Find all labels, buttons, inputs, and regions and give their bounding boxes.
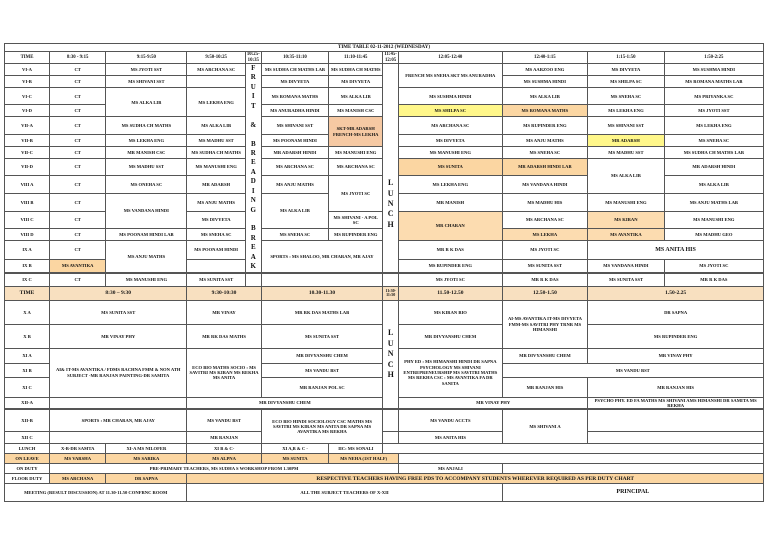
cell: MS ANITA HIS [399, 432, 503, 444]
cell: MS ARCHANA SC [187, 64, 246, 76]
cell: MS MADHU SST [187, 134, 246, 146]
cell: MS SHIVANI SST [261, 117, 329, 134]
cell: MR ADARSH HINDI [261, 146, 329, 158]
header-cell: 9:50-10:25 [187, 52, 246, 64]
cell: MS PRIYANKA SC [664, 88, 763, 105]
cell: RESPECTIVE TEACHERS HAVING FREE PDS TO ACCOMPANY STUDENTS WHEREVER REQUIRED AS PER DUTY CHART [187, 474, 764, 484]
break-letter: U [250, 82, 256, 91]
header-cell: 1.50-2.25 [588, 286, 764, 300]
cell: MS SUNITA [261, 454, 329, 464]
cell: AI-MS AVANTIKA IT-MS DIVYETA FMM-MS SAVITRI PHY TRNR MS HIMANSHI [502, 300, 588, 348]
cell: MS LEKHA [502, 229, 588, 241]
cell: MS SUDHA CH MATHS [329, 64, 383, 76]
cell: MS SNEHA SC [588, 88, 665, 105]
cell: MS MANUSHI ENG [329, 146, 383, 158]
break-letter: A [250, 167, 256, 176]
class-label: VI-B [5, 76, 50, 88]
header-cell: 1:15-1:50 [588, 52, 665, 64]
cell: MS SNEHA SC [261, 229, 329, 241]
class-label: XII-A [5, 397, 50, 409]
lunch-letter: N [387, 349, 394, 359]
cell: AI& IT-MS AVANTIKA / FDMS RACHNA FMM & NON ATH SUBJECT -MR RANJAN PAINTING-DR SAMITA [50, 348, 187, 397]
break-letter: B [250, 224, 256, 233]
cell: MS VANDU BST [261, 363, 383, 377]
header-cell: TIME [5, 286, 50, 300]
lunch-letter: U [387, 188, 394, 198]
cell: MS RUPINDER ENG [588, 324, 764, 348]
cell: MS MANUSHI ENG [187, 158, 246, 175]
cell: CT [50, 134, 106, 146]
cell [245, 273, 261, 286]
cell: MS JYOTI SST [664, 105, 763, 117]
table-row [5, 273, 764, 286]
cell: IIC: MS SONALI [329, 444, 383, 454]
cell: MS SHILPA SC [398, 105, 502, 117]
break-letter: R [250, 148, 256, 157]
table-row [5, 300, 764, 324]
class-label: VII-C [5, 146, 50, 158]
cell: MS RUPINDER ENG [502, 117, 588, 134]
cell: MR ADARSH [588, 134, 665, 146]
cell: MS LEKHA ENG [187, 88, 246, 117]
class-label: XI B [5, 363, 50, 377]
class-label: VIII A [5, 176, 50, 193]
cell: MR RANJAN HIS [502, 377, 588, 397]
cell: MS ALKA LIB [502, 88, 588, 105]
cell: MS DIVYETA [329, 76, 383, 88]
cell: MS SUNITA SST [588, 273, 665, 286]
class-label: X B [5, 324, 50, 348]
cell [187, 76, 246, 88]
timetable-lower [4, 273, 764, 410]
cell: CT [50, 211, 106, 228]
header-cell: 11.50-12.50 [399, 286, 503, 300]
header-cell: 9:30-10:30 [187, 286, 261, 300]
header-cell: 11:30-11:50 [383, 286, 399, 300]
cell: X-B-DR SAMTA [50, 444, 106, 454]
cell: MR CHARAN [398, 211, 502, 240]
row-label: ON LEAVE [5, 454, 50, 464]
break-letter: E [250, 243, 256, 252]
cell: MS ALKA LIB [329, 88, 383, 105]
cell: MS VANDANA HINDI [502, 176, 588, 193]
class-label: IX B [5, 259, 50, 272]
class-label: VI-D [5, 105, 50, 117]
cell: MS RUPINDER ENG [398, 259, 502, 272]
cell [50, 397, 187, 409]
header-cell: 12:05-12:40 [398, 52, 502, 64]
cell: MS ANURADHA HINDI [261, 105, 329, 117]
cell: MS NEHA (1ST HALF) [329, 454, 399, 464]
cell: MS AVANTIKA [50, 259, 106, 272]
break-letter: & [250, 120, 257, 129]
header-cell: 10:35-11:10 [261, 52, 329, 64]
class-label: IX A [5, 241, 50, 259]
cell: MS VANDU ACCTS [399, 410, 503, 432]
cell [399, 454, 764, 464]
cell: MS MADHU HIS [502, 193, 588, 211]
cell: MS SHIVANI SST [588, 117, 665, 134]
break-letter: F [251, 64, 256, 73]
lunch-letter: H [387, 370, 394, 380]
cell: MR RK DAS MATHS LAB [261, 300, 383, 324]
break-letter: I [251, 92, 255, 101]
cell [502, 464, 763, 474]
cell: MS VANDU BST [502, 363, 763, 377]
cell: PHY ED : MS HIMANSHI HINDI DR SAPNA PSYCHOLOGY MS SHIVANI ENTREPRENEURSHIP MS SAVITRI MATHS MS REKHA CSC : MS AVANTIKA FA DR SANITA [399, 348, 503, 397]
lunch-column-senior [383, 300, 399, 409]
cell: MS ROMANA MATHS [261, 88, 329, 105]
cell: CT [50, 273, 106, 286]
cell: MS JYOTI SST [106, 64, 187, 76]
header-cell: 8:30 – 9:30 [50, 286, 187, 300]
cell: MR MANISH CSC [106, 146, 187, 158]
cell [383, 410, 399, 432]
header-cell: 9:15-9:50 [106, 52, 187, 64]
cell: MR RANJAN HIS [588, 377, 764, 397]
cell: MS SUDHA CH MATHS LAB [664, 146, 763, 158]
cell: PRE-PRIMARY TEACHERS, MS SUDHA S WORKSHOP FROM 1.30PM [50, 464, 399, 474]
cell: MS ANJU MATHS [261, 176, 329, 193]
class-label: IX C [5, 273, 50, 286]
break-letter: K [250, 262, 256, 271]
break-letter: R [250, 233, 256, 242]
cell: XI A,B & C - [261, 444, 329, 454]
cell: MS AARZOO ENG [502, 64, 588, 76]
break-letter: R [250, 73, 256, 82]
cell: MS ANJU MATHS [187, 193, 246, 211]
cell: MS SUSHMA HINDI [502, 76, 588, 88]
cell: MR VINAY PHY [588, 348, 764, 363]
cell: MS ANJU MATHS LAB [664, 193, 763, 211]
header-row [5, 52, 764, 64]
cell: DR SAPNA [106, 474, 187, 484]
cell [383, 273, 399, 286]
lunch-letter: C [387, 359, 394, 369]
lunch-letter: N [387, 199, 394, 209]
lunch-letter: L [387, 178, 394, 188]
cell: MS SHIVANI A [502, 410, 588, 444]
cell: MR VINAY PHY [399, 397, 588, 409]
row-label: FLOOR DUTY [5, 474, 50, 484]
timetable-upper [4, 43, 764, 273]
cell: SKT-MR ADARSH FRENCH-MS LEKHA [329, 117, 383, 146]
cell [187, 259, 246, 272]
cell: MS MADHU GEO [664, 229, 763, 241]
cell: MS ARCHANA [50, 474, 106, 484]
cell: MR RANJAN POL SC [261, 377, 383, 397]
cell: MS LEKHA ENG [588, 105, 665, 117]
cell: MR DIVYANSHU CHEM [399, 324, 503, 348]
cell: MS ARCHANA SC [398, 117, 502, 134]
cell: MS VANDU BST [187, 410, 261, 432]
class-label: VIII B [5, 193, 50, 211]
cell: MS JYOTI SC [399, 273, 503, 286]
class-label: XI C [5, 377, 50, 397]
timetable-sheet [4, 43, 764, 502]
cell: MS DIVYETA [398, 134, 502, 146]
cell: MS ALPNA [187, 454, 261, 464]
cell: MS SUSHMA HINDI [398, 88, 502, 105]
cell: MS ANJU MATHS [502, 134, 588, 146]
break-letter: A [250, 252, 256, 261]
cell: MR DIVYANSHU CHEM [187, 397, 383, 409]
cell: CT [50, 229, 106, 241]
cell: MS ALKA LIB [664, 176, 763, 193]
cell [588, 410, 764, 432]
cell: CT [50, 241, 106, 259]
cell: MEETING (RESULT DISCUSSION) AT 11.30-11.50 CONFRNC ROOM [5, 484, 187, 502]
cell: MS ARCHANA SC [329, 158, 383, 175]
cell: MR VINAY PHY [50, 324, 187, 348]
cell: MS SUDHA CH MATHS [187, 146, 246, 158]
on-duty-row [5, 464, 764, 474]
cell: MS JYOTI SC [664, 259, 763, 272]
cell: MS LEKHA ENG [106, 134, 187, 146]
header-cell: TIME [5, 52, 50, 64]
cell: MS ANITA HIS [588, 241, 764, 259]
cell: MS ARCHANA SC [261, 158, 329, 175]
cell: MS SUNITA SST [187, 273, 246, 286]
cell: CT [50, 117, 106, 134]
header-cell: 8:30 - 9:15 [50, 52, 106, 64]
cell: MS ALKA LIB [588, 158, 665, 193]
cell: MS ANJU MATHS [106, 241, 187, 272]
cell: FRENCH MS SNEHA SKT MS ANURADHA [398, 64, 502, 88]
cell: CT [50, 158, 106, 175]
cell: MS SHIVANI - A POL SC [329, 211, 383, 228]
cell: MR ADARSH [187, 176, 246, 193]
fruit-break-column [245, 64, 261, 273]
cell: MS SUNITA SST [50, 300, 187, 324]
cell: MS ALKA LIB [261, 193, 329, 229]
lunch-letter: L [388, 328, 394, 338]
cell: MS POONAM HINDI [187, 241, 246, 259]
header-cell: 12:40-1:15 [502, 52, 588, 64]
lunch-column [383, 64, 399, 273]
cell: MS KIRAN BIO [399, 300, 503, 324]
floor-duty-row [5, 474, 764, 484]
class-label: VI-A [5, 64, 50, 76]
lunch-duty-row [5, 444, 764, 454]
cell: MS VANDANA HINDI [106, 193, 187, 229]
cell: MR DIVYANSHU CHEM [261, 348, 383, 363]
cell: MS SUDHA CH MATHS [106, 117, 187, 134]
cell: CT [50, 76, 106, 88]
break-letter: N [250, 196, 256, 205]
cell: MS ROMANA MATHS LAB [664, 76, 763, 88]
cell [50, 432, 187, 444]
cell [383, 432, 399, 444]
cell: MS ONEHA SC [106, 176, 187, 193]
cell: MS ROMANA MATHS [502, 105, 588, 117]
cell: MS MANUSHI ENG [588, 193, 665, 211]
class-label: VI-C [5, 88, 50, 105]
cell [261, 273, 383, 286]
cell: MR VINAY [187, 300, 261, 324]
cell: MS SUNITA [398, 158, 502, 175]
cell: MS MANUSHI ENG [398, 146, 502, 158]
cell: XI B & C- [187, 444, 261, 454]
lunch-letter: C [387, 209, 394, 219]
class-label: VII-D [5, 158, 50, 175]
cell: MS ALKA LIB [106, 88, 187, 117]
cell: MS ANJALI [399, 464, 503, 474]
cell: MS VANDANA HINDI [588, 259, 665, 272]
cell: MS MANUSHI ENG [664, 211, 763, 228]
class-label: VII-B [5, 134, 50, 146]
cell: MS MADHU SST [106, 158, 187, 175]
cell: PSYCHO PHY. ED FA MATHS MS SHIVANI AMS HIMANSHI DR SAMITA MS REKHA [588, 397, 764, 409]
cell [588, 432, 764, 444]
cell: MS SUNITA SST [502, 259, 588, 272]
cell: MS RUPINDER ENG [329, 229, 383, 241]
cell: MS SARIKA [106, 454, 187, 464]
cell: MS DIVYETA [187, 211, 246, 228]
cell: MR R K DAS [398, 241, 502, 259]
cell: MR RANJAN [187, 432, 261, 444]
timetable-bottom [4, 409, 764, 502]
table-row [5, 64, 764, 76]
break-letter: D [250, 177, 256, 186]
cell: MS POONAM HINDI LAB [106, 229, 187, 241]
meeting-row [5, 484, 764, 502]
row-label: ON DUTY [5, 464, 50, 474]
cell: PRINCIPAL [502, 484, 763, 502]
cell: XI-A MS NILOFER [106, 444, 187, 454]
class-label: XII C [5, 432, 50, 444]
cell: MS ARCHANA SC [502, 211, 588, 228]
cell: CT [50, 64, 106, 76]
cell: MS SHILPA SC [588, 76, 665, 88]
class-label: VIII C [5, 211, 50, 228]
cell: MR ADARSH HINDI LAB [502, 158, 588, 175]
cell: ALL THE SUBJECT TEACHERS OF X-XII [187, 484, 502, 502]
page-title: TIME TABLE 02-11-2012 (WEDNESDAY) [5, 44, 764, 52]
header-cell: 1:50-2:25 [664, 52, 763, 64]
break-letter: E [250, 158, 256, 167]
cell: MS MANUSHI ENG [106, 273, 187, 286]
cell: CT [50, 176, 106, 193]
class-label: VII-A [5, 117, 50, 134]
cell: CT [50, 88, 106, 105]
cell [383, 444, 764, 454]
cell: MS DIVYETA [261, 76, 329, 88]
cell: MS SNEHA SC [187, 229, 246, 241]
break-letter: I [251, 186, 255, 195]
cell: MS SUNITA SST [261, 324, 383, 348]
class-label: X A [5, 300, 50, 324]
break-letter: G [250, 205, 256, 214]
cell: MS POONAM HINDI [261, 134, 329, 146]
header-cell: 10:25-10:35 [246, 52, 260, 63]
cell: MS SHIVANI SST [106, 76, 187, 88]
cell: MS KIRAN [588, 211, 665, 228]
cell: CT [50, 146, 106, 158]
cell: MS MADHU SST [588, 146, 665, 158]
cell: MS DIVYETA [588, 64, 665, 76]
cell: SPORTS : MR CHARAN, MR AJAY [50, 410, 187, 432]
lunch-letter: U [387, 338, 394, 348]
cell: MR RK DAS MATHS [187, 324, 261, 348]
cell: MS LEKHA ENG [398, 176, 502, 193]
header-cell: 11:45-12:05 [384, 52, 397, 63]
cell: CT [50, 105, 106, 117]
cell: MR R K DAS [664, 273, 763, 286]
header-cell: 12.50-1.50 [502, 286, 588, 300]
cell: MS JYOTI SC [502, 241, 588, 259]
cell: MS VARSHA [50, 454, 106, 464]
cell: MS JYOTI SC [329, 176, 383, 212]
cell: DR SAPNA [588, 300, 764, 324]
table-row [5, 432, 764, 444]
senior-header-row [5, 286, 764, 300]
cell: MR R K DAS [502, 273, 588, 286]
cell: MS SNEHA SC [502, 146, 588, 158]
on-leave-row [5, 454, 764, 464]
class-label: XI A [5, 348, 50, 363]
cell: CT [50, 193, 106, 211]
cell: ECO BIO MATHS SOCIO : MS SAVITRI MS KIRAN MS REKHA MS ANITA [187, 348, 261, 397]
cell: MS AVANTIKA [588, 229, 665, 241]
cell: MS SUDHA CH MATHS LAB [261, 64, 329, 76]
row-label: LUNCH [5, 444, 50, 454]
break-letter: B [250, 139, 256, 148]
header-cell: 11:10-11:45 [329, 52, 383, 64]
cell: ECO BIO HINDI SOCIOLOGY CSC MATHS MS SAVITRI MS KIRAN MS ANITA DR SAPNA MS AVANTIKA MS REKHA [261, 410, 383, 444]
cell: MS SUSHMA HINDI [664, 64, 763, 76]
header-cell: 10.30-11.30 [261, 286, 383, 300]
cell: MS ALKA LIB [187, 117, 246, 134]
cell: MS SNEHA SC [664, 134, 763, 146]
class-label: XII-B [5, 410, 50, 432]
cell: MS LEKHA ENG [664, 117, 763, 134]
cell: MS MANISH CSC [329, 105, 383, 117]
class-label: VIII D [5, 229, 50, 241]
cell: MR ADARSH HINDI [664, 158, 763, 175]
cell: SPORTS : MS SHALOO, MR CHARAN, MR AJAY [261, 241, 383, 272]
table-row [5, 410, 764, 432]
cell: MR DIVYANSHU CHEM [502, 348, 588, 363]
break-letter: T [250, 101, 256, 110]
cell: MR MANISH [398, 193, 502, 211]
lunch-letter: H [387, 219, 394, 229]
